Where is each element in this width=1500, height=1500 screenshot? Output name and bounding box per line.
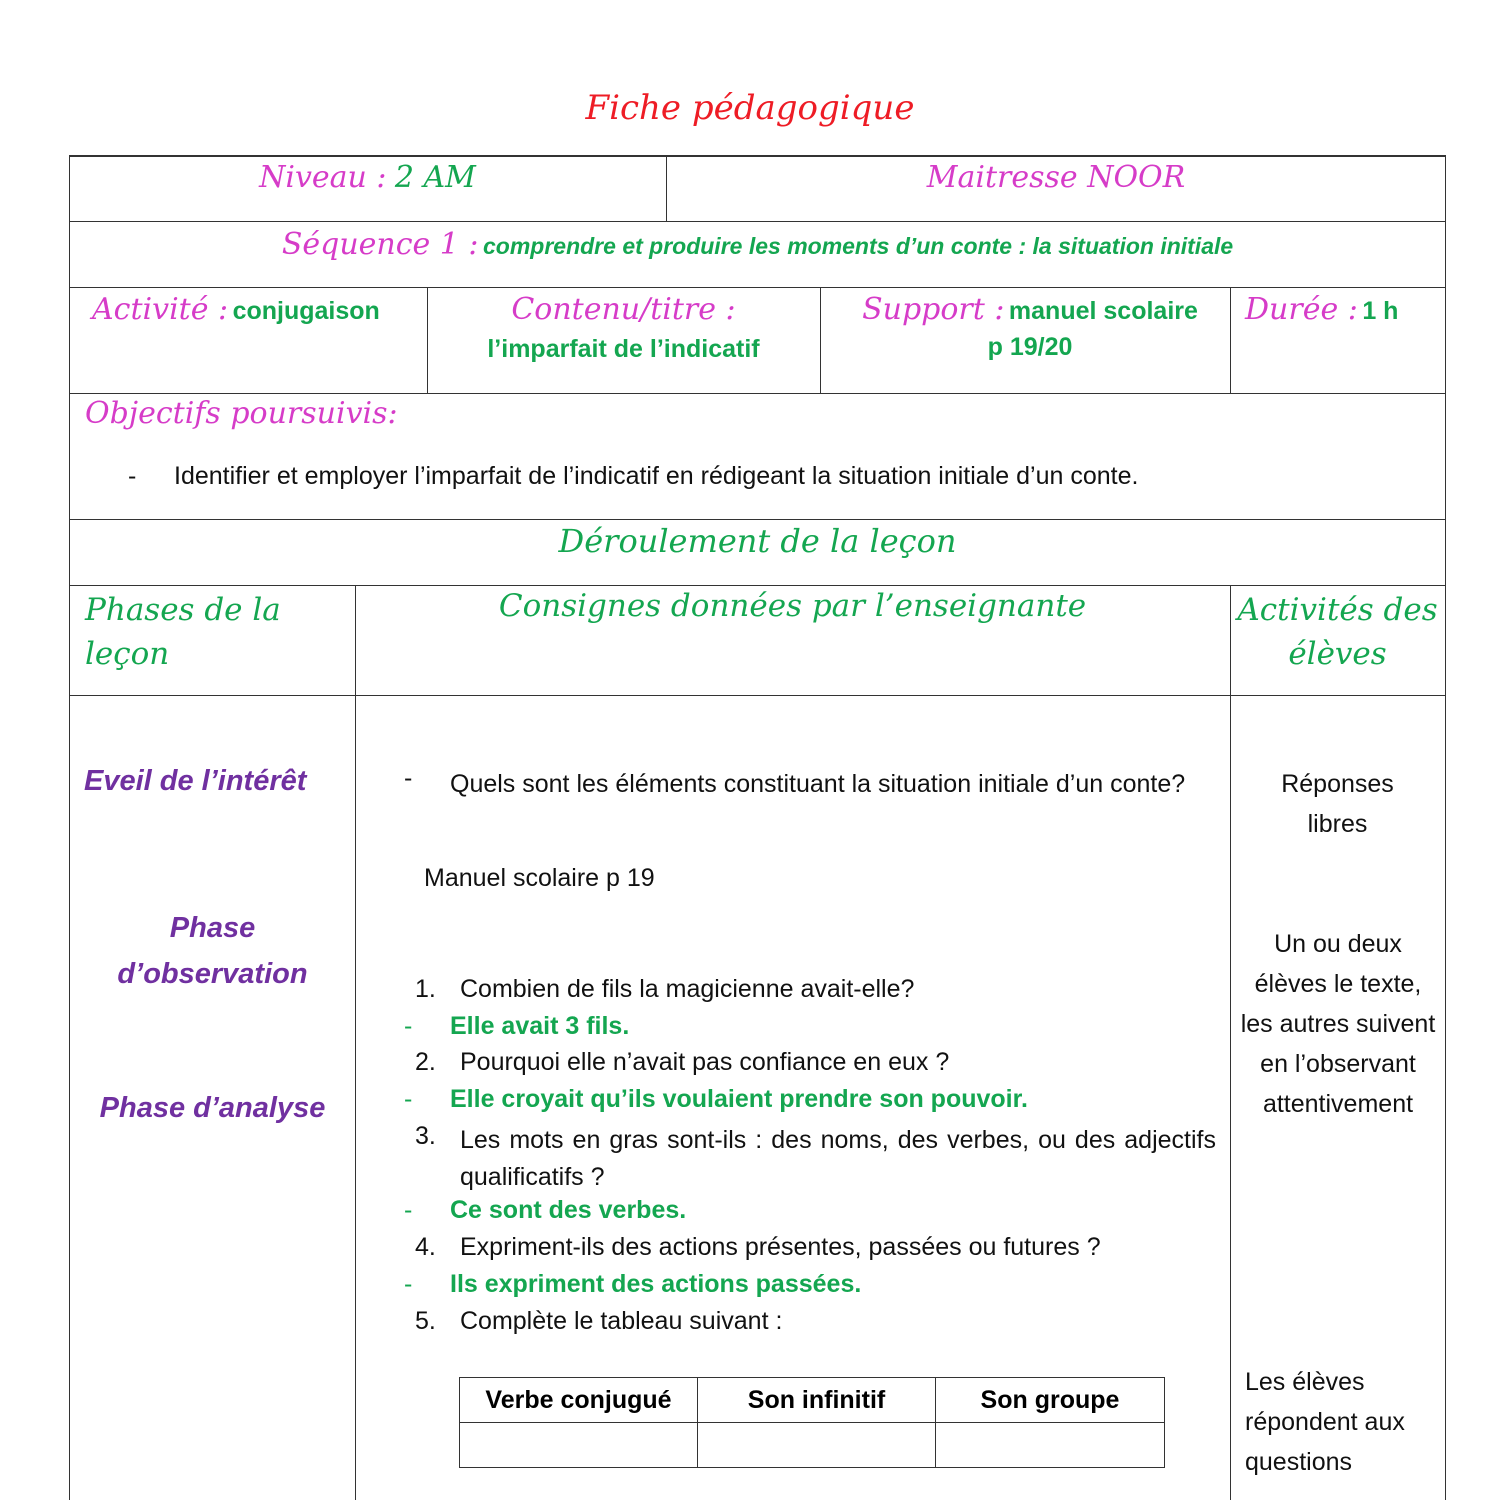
question: Expriment-ils des actions présentes, passées ou futures ?: [460, 1233, 1101, 1261]
niveau-label: Niveau :: [259, 160, 387, 195]
activite-label: Activité :: [92, 292, 229, 327]
answer: Elle avait 3 fils.: [450, 1012, 630, 1040]
question: Combien de fils la magicienne avait-elle?: [460, 975, 915, 1003]
question-number: 4.: [415, 1233, 436, 1261]
phase-observation: Phase d’observation: [117, 912, 308, 990]
question-number: 3.: [415, 1122, 436, 1150]
question: Pourquoi elle n’avait pas confiance en eux ?: [460, 1048, 950, 1076]
activite-cell: [92, 292, 380, 327]
bullet: -: [404, 1196, 413, 1224]
question-number: 1.: [415, 975, 436, 1003]
divider: [1230, 287, 1231, 393]
manuel-reference: Manuel scolaire p 19: [424, 864, 655, 892]
bullet: -: [404, 1085, 413, 1113]
divider: [69, 393, 1446, 394]
bullet: -: [404, 764, 413, 792]
question: Les mots en gras sont-ils : des noms, des verbes, ou des adjectifs qualificatifs ?: [460, 1126, 1216, 1191]
col-header-activites: Activités des élèves: [1237, 592, 1438, 672]
sequence-value: comprendre et produire les moments d’un conte : la situation initiale: [483, 233, 1234, 259]
question-number: 2.: [415, 1048, 436, 1076]
divider: [1230, 585, 1231, 1500]
col-header-phases: Phases de la leçon: [85, 592, 281, 672]
table-cell[interactable]: [698, 1423, 936, 1468]
support-value: manuel scolaire: [1008, 297, 1198, 325]
duree-label: Durée :: [1245, 292, 1358, 327]
table-border: [69, 155, 1446, 157]
divider: [69, 695, 1446, 696]
contenu-cell: [427, 292, 820, 364]
table-cell[interactable]: [936, 1423, 1165, 1468]
phase-analyse: Phase d’analyse: [99, 1092, 326, 1124]
question-intro: Quels sont les éléments constituant la situation initiale d’un conte?: [450, 770, 1186, 798]
objectifs-label: Objectifs poursuivis:: [85, 396, 398, 431]
contenu-label: Contenu/titre :: [511, 292, 736, 327]
teacher-name: Maitresse NOOR: [926, 160, 1186, 195]
table-cell[interactable]: [460, 1423, 698, 1468]
activite-eleves-2: Un ou deux élèves le texte, les autres suivent en l’observant attentivement: [1240, 930, 1436, 1118]
duree-cell: [1245, 292, 1398, 327]
divider: [355, 585, 356, 1500]
divider: [1445, 155, 1446, 1500]
answer: Ils expriment des actions passées.: [450, 1270, 862, 1298]
col-header-consignes: Consignes données par l’enseignante: [498, 588, 1087, 624]
objectif-item: Identifier et employer l’imparfait de l’indicatif en rédigeant la situation initiale d’un conte.: [174, 462, 1139, 490]
table-header: Son groupe: [936, 1378, 1165, 1423]
divider: [69, 287, 1446, 288]
support-label: Support :: [862, 292, 1005, 327]
divider: [69, 221, 1446, 222]
niveau-value: 2 AM: [394, 160, 476, 195]
objectif-bullet: -: [128, 462, 137, 490]
divider: [69, 585, 1446, 586]
verb-table: [459, 1377, 1165, 1468]
bullet: -: [404, 1270, 413, 1298]
divider: [820, 287, 821, 393]
support-cell: [830, 292, 1230, 362]
sequence-label: Séquence 1 :: [281, 227, 479, 262]
answer: Ce sont des verbes.: [450, 1196, 687, 1224]
duree-value: 1 h: [1362, 297, 1399, 325]
document-title: Fiche pédagogique: [585, 88, 915, 128]
table-header: Son infinitif: [698, 1378, 936, 1423]
question-number: 5.: [415, 1307, 436, 1335]
table-header: Verbe conjugué: [460, 1378, 698, 1423]
divider: [69, 155, 70, 1500]
support-pages: p 19/20: [987, 333, 1073, 361]
sequence-cell: [69, 227, 1446, 262]
bullet: -: [404, 1012, 413, 1040]
question: Complète le tableau suivant :: [460, 1307, 783, 1335]
contenu-value: l’imparfait de l’indicatif: [487, 335, 760, 363]
activite-eleves-3: Les élèves répondent aux questions: [1245, 1368, 1405, 1476]
activite-eleves-1: Réponses libres: [1281, 770, 1394, 838]
answer: Elle croyait qu’ils voulaient prendre son pouvoir.: [450, 1085, 1028, 1113]
deroulement-title: Déroulement de la leçon: [558, 522, 957, 560]
activite-value: conjugaison: [232, 297, 380, 325]
niveau-cell: [69, 160, 666, 195]
divider: [69, 519, 1446, 520]
phase-eveil: Eveil de l’intérêt: [84, 765, 307, 797]
